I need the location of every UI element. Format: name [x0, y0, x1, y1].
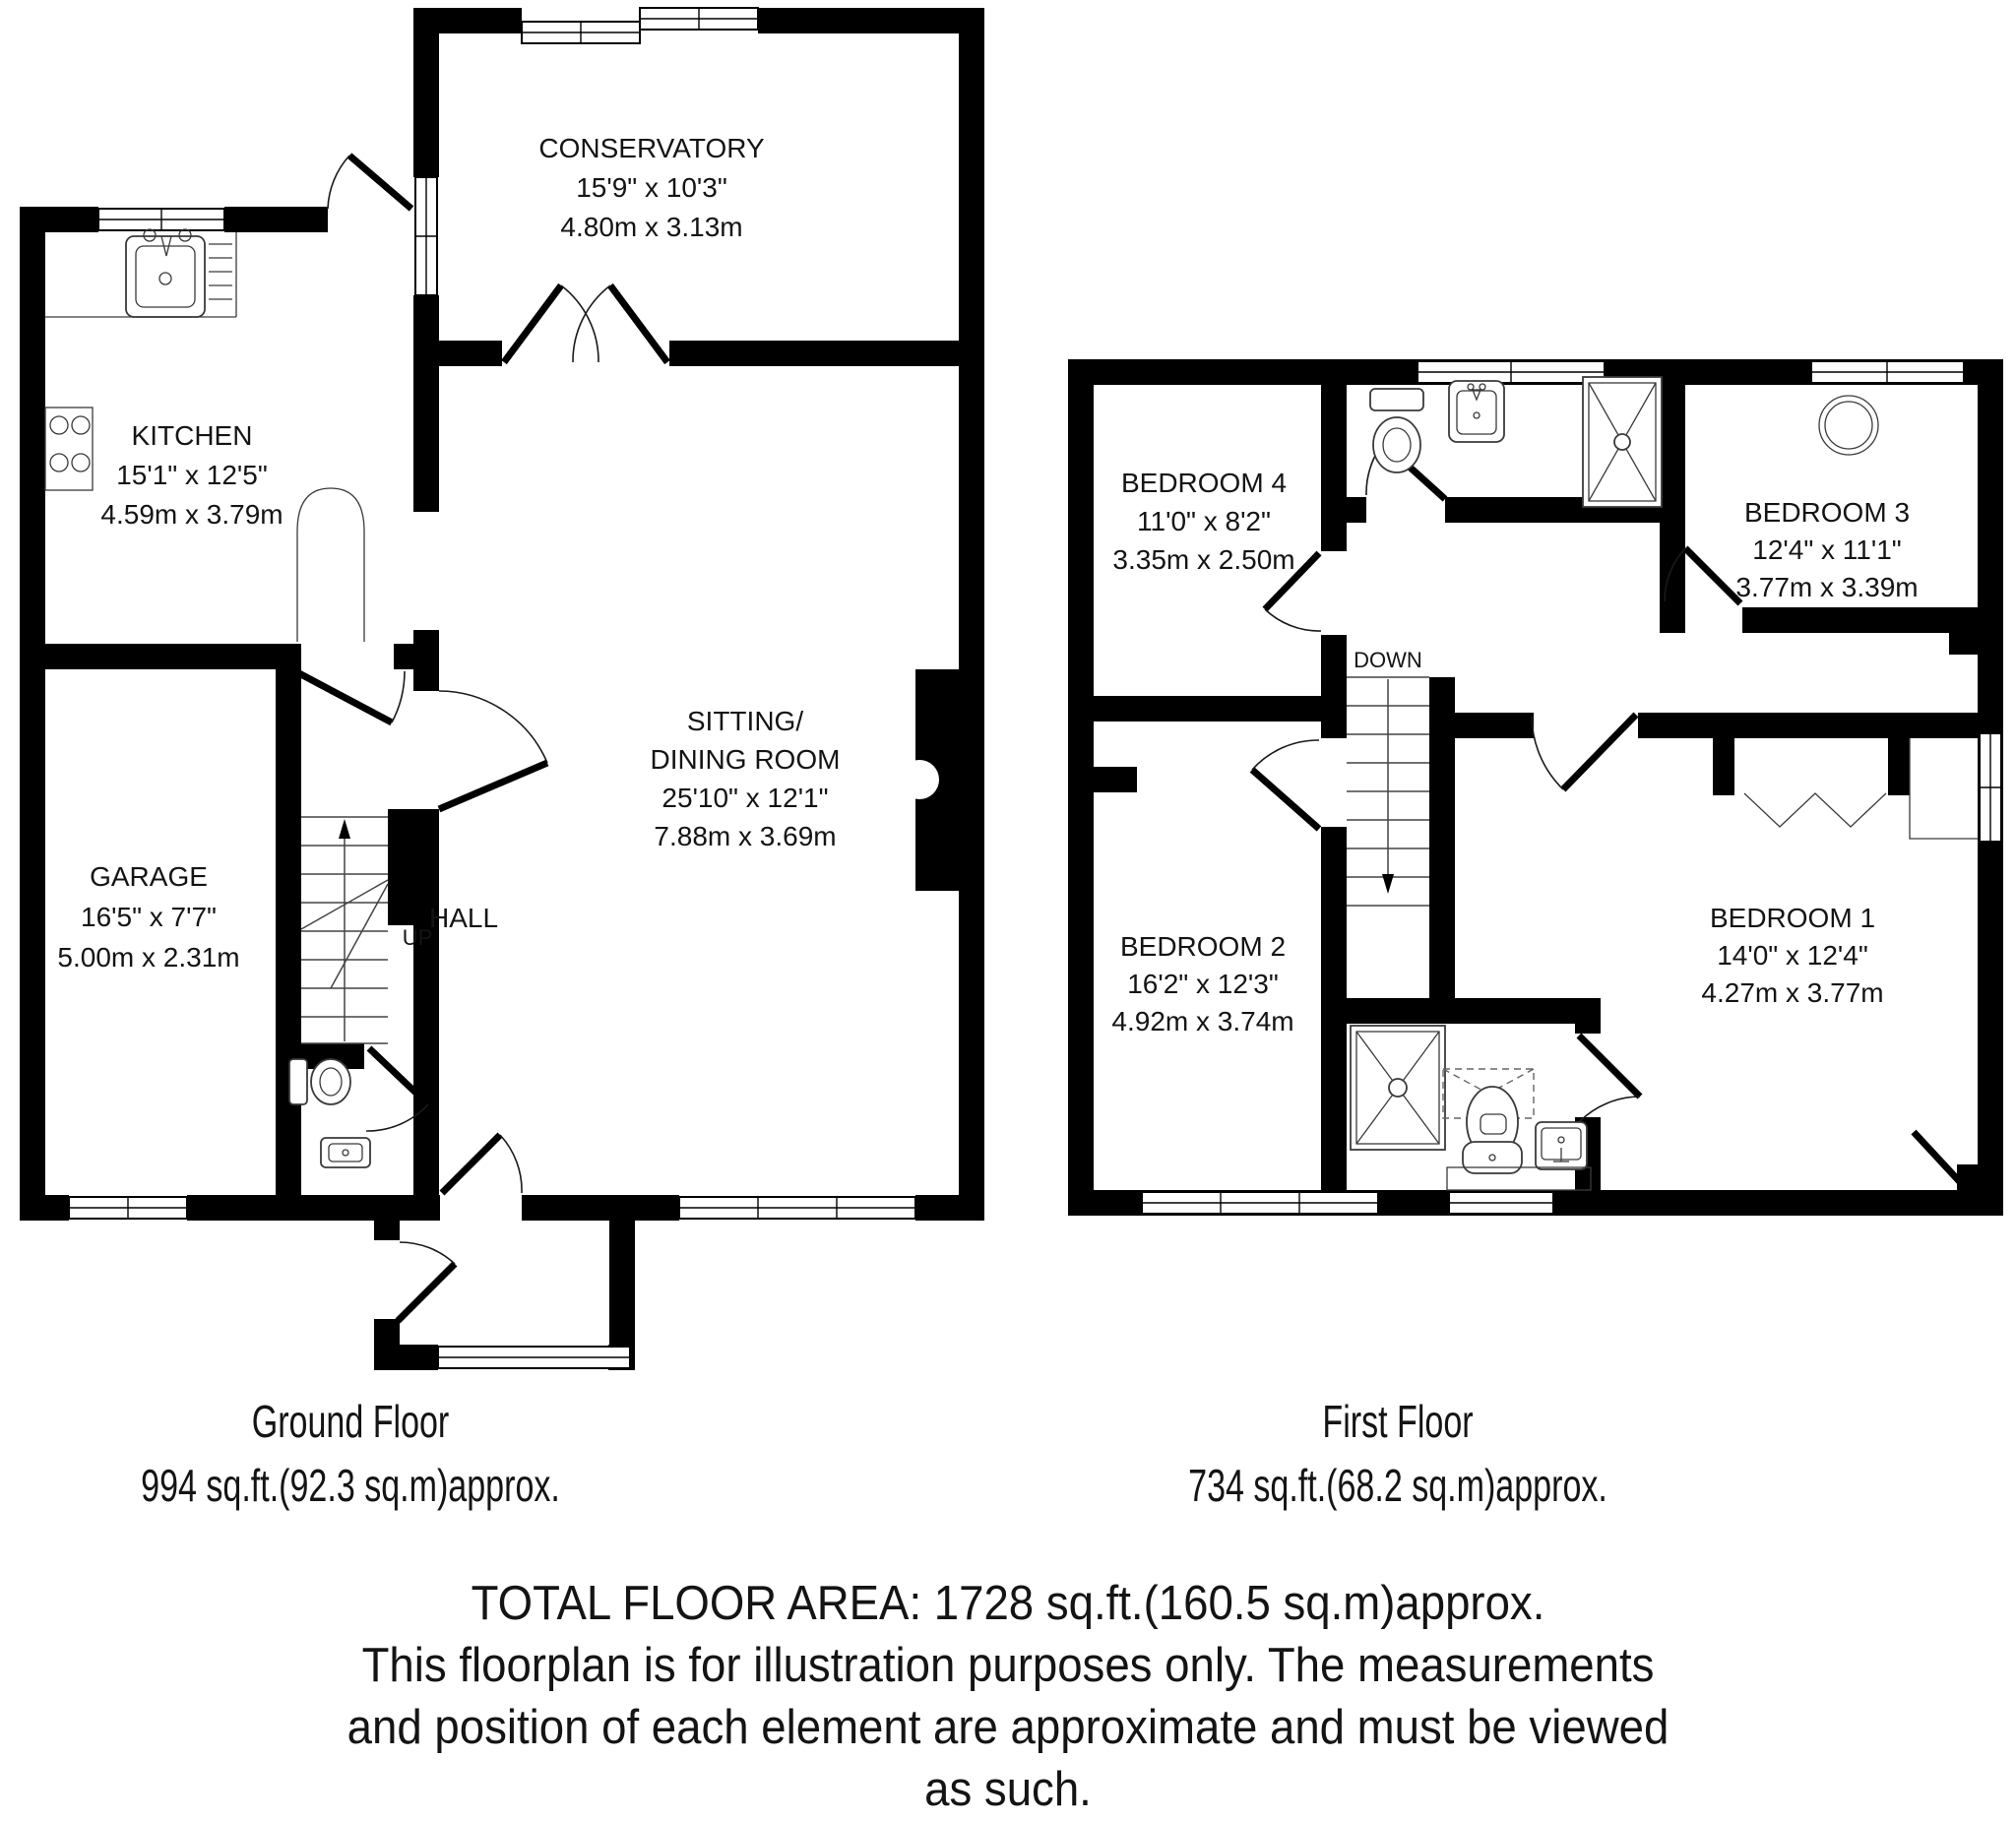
hall-to-sitting-door [439, 691, 547, 809]
bedroom4-dims-imperial: 11'0" x 8'2" [1137, 506, 1271, 536]
gf-windows [69, 8, 915, 1368]
bedroom1-cupboard-door [1914, 1132, 1963, 1185]
ensuite-basin-icon [1536, 1122, 1587, 1169]
bedroom2-dims-metric: 4.92m x 3.74m [1111, 1006, 1294, 1036]
kitchen-to-hall-door [295, 671, 405, 722]
garage-label: GARAGE [90, 861, 208, 892]
bedroom1-window [1980, 733, 2001, 842]
porch-window [438, 1347, 630, 1368]
ensuite-toilet-icon [1463, 1087, 1522, 1173]
bedroom3-label: BEDROOM 3 [1743, 497, 1911, 528]
gf-fixtures [45, 229, 370, 1167]
sitting-room-window [679, 1197, 915, 1219]
ground-floor-caption [117, 1390, 584, 1518]
bedroom2-label: BEDROOM 2 [1119, 931, 1287, 962]
kitchen-to-conservatory-door [328, 156, 411, 209]
kitchen-sink-icon [45, 229, 236, 317]
bedroom4-label: BEDROOM 4 [1120, 468, 1288, 498]
kitchen-dims-metric: 4.59m x 3.79m [100, 499, 284, 530]
kitchen-peninsula-arch [297, 488, 364, 642]
bedroom3-dims-metric: 3.77m x 3.39m [1735, 572, 1919, 602]
wc-basin-icon [321, 1138, 370, 1167]
sitting-room-label-line1: SITTING/ [686, 706, 804, 736]
bedroom3-round-item [1819, 396, 1878, 455]
first-floor-plan [1068, 359, 2003, 1216]
conservatory-dims-metric: 4.80m x 3.13m [560, 212, 743, 242]
bedroom2-window [1142, 1192, 1378, 1214]
gf-stairs [301, 817, 388, 1043]
first-floor-caption-title: First Floor [1322, 1396, 1474, 1447]
wc-toilet-icon [289, 1059, 350, 1104]
ground-floor-caption-area: 994 sq.ft.(92.3 sq.m)approx. [141, 1460, 560, 1511]
garage-dims-imperial: 16'5" x 7'7" [81, 902, 217, 932]
conservatory-label: CONSERVATORY [538, 133, 765, 163]
first-floor-caption-area: 734 sq.ft.(68.2 sq.m)approx. [1188, 1460, 1607, 1511]
bedroom1-dims-imperial: 14'0" x 12'4" [1717, 940, 1868, 971]
bedroom2-dims-imperial: 16'2" x 12'3" [1127, 969, 1279, 999]
stairs-up-label: UP [402, 925, 433, 950]
ensuite-door [1579, 1036, 1640, 1122]
total-floor-area: TOTAL FLOOR AREA: 1728 sq.ft.(160.5 sq.m)approx. [471, 1577, 1545, 1630]
ff-stairs [1347, 677, 1429, 906]
bathroom-toilet-icon [1370, 389, 1423, 472]
bathroom-basin-icon [1449, 381, 1504, 442]
sitting-room-label-line2: DINING ROOM [650, 744, 841, 775]
conservatory-dims-imperial: 15'9" x 10'3" [576, 172, 727, 203]
bedroom1-wardrobe [1713, 738, 1978, 839]
kitchen-window [98, 209, 224, 230]
disclaimer-line-3: as such. [924, 1763, 1092, 1816]
kitchen-dims-imperial: 15'1" x 12'5" [116, 460, 268, 490]
footer-disclaimer [71, 1573, 1946, 1821]
ff-labels [1111, 468, 1918, 1036]
bedroom1-label: BEDROOM 1 [1709, 903, 1876, 933]
bedroom3-window [1811, 361, 1964, 383]
up-arrow-icon [339, 819, 350, 839]
porch-to-hall-door [442, 1135, 522, 1193]
conservatory-double-doors [504, 285, 667, 362]
bedroom4-dims-metric: 3.35m x 2.50m [1112, 544, 1295, 575]
stairs-down-label: DOWN [1354, 648, 1422, 672]
bathroom-window [1418, 361, 1605, 383]
front-door [398, 1242, 455, 1321]
kitchen-label: KITCHEN [131, 420, 253, 451]
sitting-room-dims-metric: 7.88m x 3.69m [654, 821, 837, 851]
kitchen-hob-icon [45, 408, 93, 490]
bedroom1-door [1532, 715, 1636, 789]
disclaimer-line-2: and position of each element are approximate and must be viewed [346, 1701, 1670, 1754]
hall-label: HALL [428, 903, 499, 933]
bedroom1-dims-metric: 4.27m x 3.77m [1701, 977, 1884, 1008]
ensuite-window [1449, 1192, 1553, 1214]
conservatory-window-b [640, 8, 758, 30]
down-arrow-icon [1382, 874, 1394, 894]
garage-window [69, 1197, 187, 1219]
first-floor-caption [1165, 1390, 1631, 1518]
bedroom3-dims-imperial: 12'4" x 11'1" [1752, 534, 1902, 565]
bathroom-shower-icon [1583, 377, 1662, 507]
disclaimer-line-1: This floorplan is for illustration purposes only. The measurements [361, 1639, 1655, 1692]
conservatory-window-a [522, 22, 640, 43]
ensuite-shower-icon [1351, 1026, 1445, 1150]
sitting-room-dims-imperial: 25'10" x 12'1" [662, 783, 829, 813]
garage-dims-metric: 5.00m x 2.31m [57, 942, 240, 973]
bedroom2-door [1252, 740, 1319, 829]
conservatory-side-window [415, 177, 437, 295]
ground-floor-caption-title: Ground Floor [251, 1396, 450, 1447]
ground-floor-plan [20, 8, 984, 1370]
